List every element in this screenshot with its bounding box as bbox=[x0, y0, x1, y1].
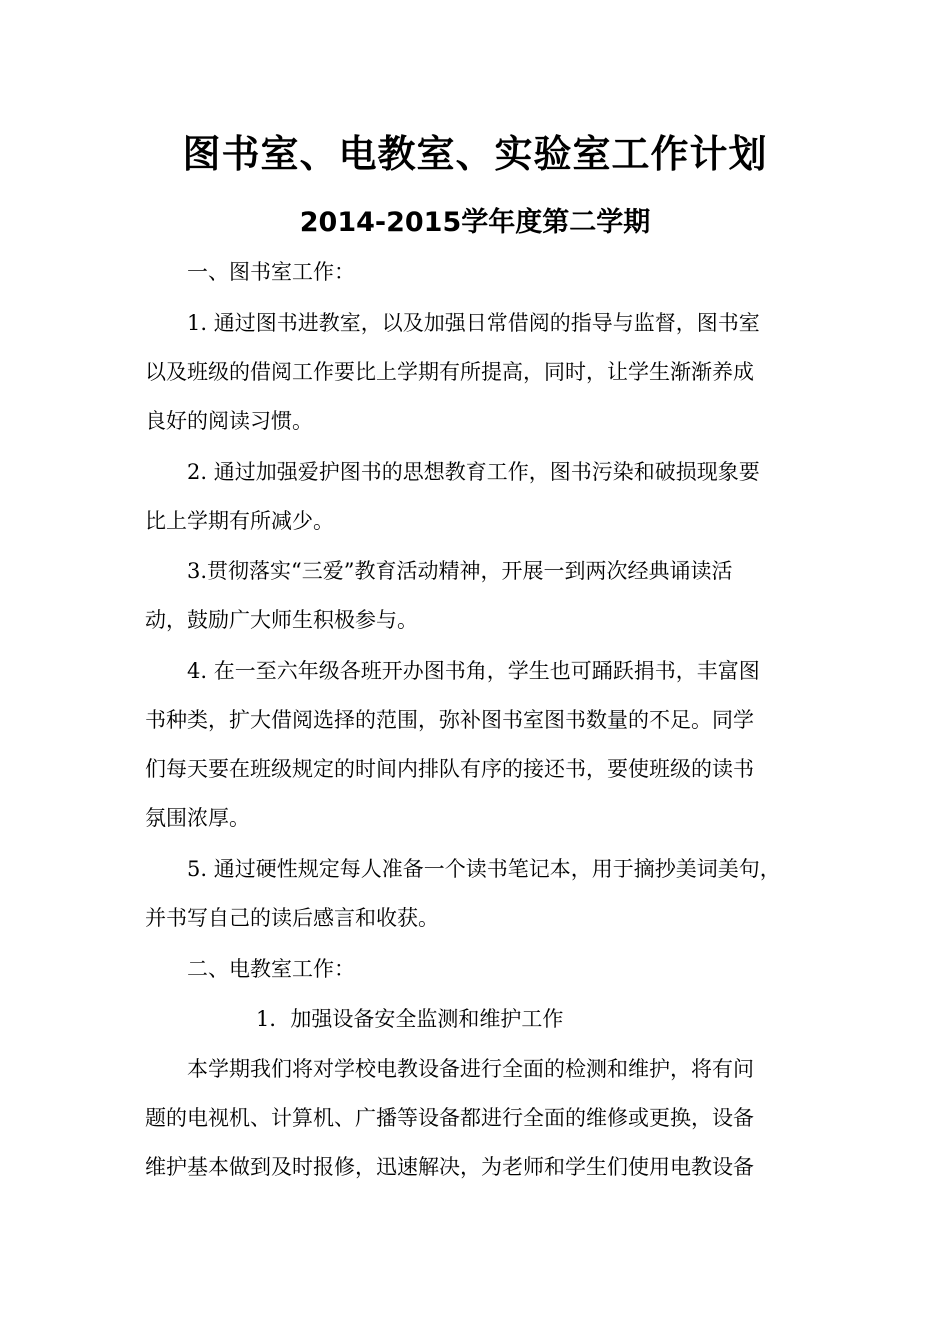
paragraph-line: 书种类，扩大借阅选择的范围，弥补图书室图书数量的不足。同学 bbox=[145, 708, 754, 732]
document-title: 图书室、电教室、实验室工作计划 bbox=[182, 132, 768, 176]
section-heading-av-room: 二、电教室工作： bbox=[187, 957, 355, 981]
paragraph-line: 动，鼓励广大师生积极参与。 bbox=[145, 608, 418, 632]
paragraph-line: 们每天要在班级规定的时间内排队有序的接还书，要使班级的读书 bbox=[145, 757, 754, 781]
paragraph-line: 4. 在一至六年级各班开办图书角，学生也可踊跃捐书，丰富图 bbox=[187, 659, 760, 683]
paragraph-line: 题的电视机、计算机、广播等设备都进行全面的维修或更换，设备 bbox=[145, 1106, 754, 1130]
paragraph-line: 3.贯彻落实“三爱”教育活动精神，开展一到两次经典诵读活 bbox=[187, 559, 733, 583]
paragraph-line: 并书写自己的读后感言和收获。 bbox=[145, 906, 439, 930]
subsection-heading: 1．加强设备安全监测和维护工作 bbox=[256, 1007, 564, 1031]
section-heading-library: 一、图书室工作： bbox=[187, 260, 355, 284]
paragraph-line: 氛围浓厚。 bbox=[145, 806, 250, 830]
paragraph-line: 本学期我们将对学校电教设备进行全面的检测和维护，将有问 bbox=[187, 1057, 754, 1081]
paragraph-line: 比上学期有所减少。 bbox=[145, 509, 334, 533]
paragraph-line: 2. 通过加强爱护图书的思想教育工作，图书污染和破损现象要 bbox=[187, 460, 760, 484]
paragraph-line: 5. 通过硬性规定每人准备一个读书笔记本，用于摘抄美词美句， bbox=[187, 857, 781, 881]
paragraph-line: 维护基本做到及时报修，迅速解决，为老师和学生们使用电教设备 bbox=[145, 1155, 754, 1179]
paragraph-line: 以及班级的借阅工作要比上学期有所提高，同时，让学生渐渐养成 bbox=[145, 360, 754, 384]
paragraph-line: 1. 通过图书进教室，以及加强日常借阅的指导与监督，图书室 bbox=[187, 311, 760, 335]
document-subtitle: 2014-2015学年度第二学期 bbox=[299, 207, 651, 238]
paragraph-line: 良好的阅读习惯。 bbox=[145, 409, 313, 433]
